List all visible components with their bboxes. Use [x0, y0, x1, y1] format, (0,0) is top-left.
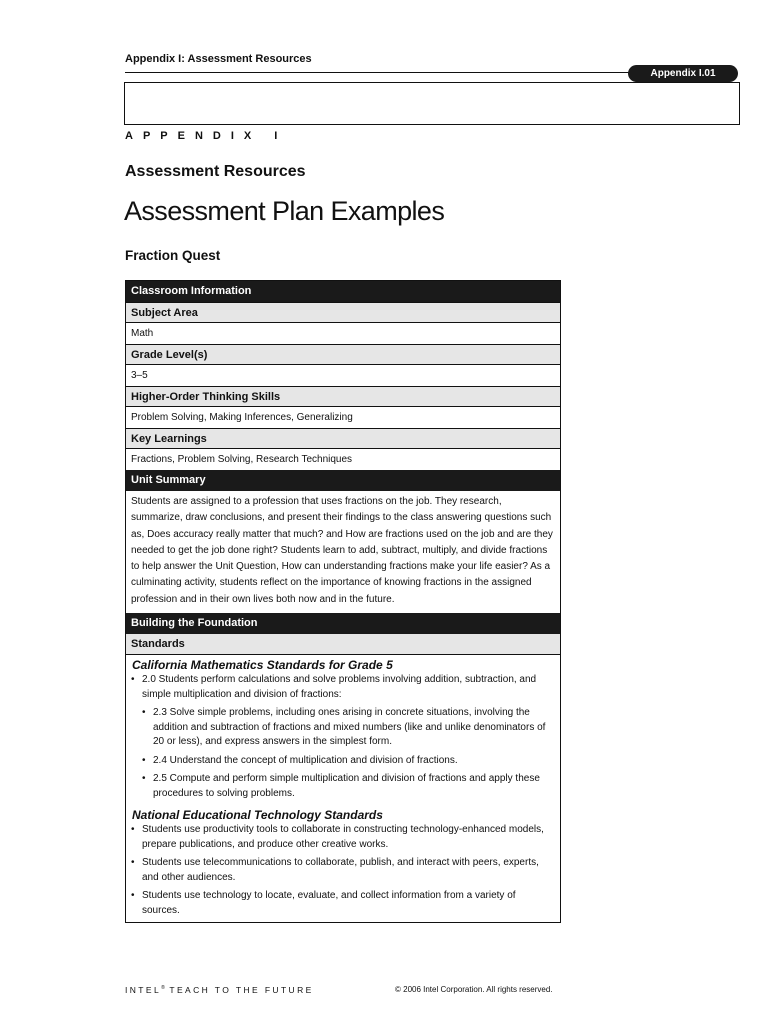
assessment-plan-table — [125, 280, 561, 923]
running-header: Appendix I: Assessment Resources — [125, 53, 312, 65]
project-title: Fraction Quest — [125, 248, 221, 263]
footer-copyright: © 2006 Intel Corporation. All rights reserved. — [395, 985, 553, 994]
list-item: • 2.3 Solve simple problems, including ones arising in concrete situations, involving the addition and subtraction of fractions and mixed numbers (like and unlike denominators of 20 or less), and express answers in the simplest form. — [126, 706, 554, 750]
ca-standards-list — [126, 673, 560, 702]
hots-label: Higher-Order Thinking Skills — [126, 386, 560, 407]
list-item: • Students use telecommunications to collaborate, publish, and interact with peers, experts, and other audiences. — [126, 856, 554, 885]
list-item: • 2.5 Compute and perform simple multiplication and division of fractions and apply these procedures to solving problems. — [126, 772, 554, 801]
grade-levels-label: Grade Level(s) — [126, 344, 560, 365]
footer-brand-tail: TEACH TO THE FUTURE — [164, 985, 314, 995]
list-item: • Students use productivity tools to collaborate in constructing technology-enhanced models, prepare publications, and produce other creative works. — [126, 823, 554, 852]
key-learnings-label: Key Learnings — [126, 428, 560, 449]
building-foundation-header: Building the Foundation — [126, 613, 560, 634]
ca-standards-heading: California Mathematics Standards for Grade 5 — [132, 658, 393, 673]
key-learnings-value: Fractions, Problem Solving, Research Techniques — [131, 454, 353, 465]
page-number-badge: Appendix I.01 — [628, 65, 738, 82]
hots-value: Problem Solving, Making Inferences, Generalizing — [131, 412, 353, 423]
section-title: Assessment Resources — [125, 163, 306, 180]
header-rule — [125, 72, 633, 73]
nets-heading: National Educational Technology Standards — [132, 808, 383, 823]
classroom-information-header: Classroom Information — [126, 281, 560, 302]
footer-brand — [125, 985, 314, 995]
grade-levels-value: 3–5 — [131, 370, 148, 381]
appendix-kicker: APPENDIX I — [125, 130, 288, 142]
list-item: • 2.0 Students perform calculations and solve problems involving addition, subtraction, and simple multiplication and division of fractions: — [126, 673, 554, 702]
list-item: • Students use technology to locate, evaluate, and collect information from a variety of sources. — [126, 889, 554, 918]
unit-summary-header: Unit Summary — [126, 470, 560, 491]
subject-area-value: Math — [131, 328, 154, 339]
ca-substandards-list — [126, 706, 560, 801]
nets-list — [126, 823, 560, 918]
registered-mark: ® — [161, 985, 165, 992]
subject-area-label: Subject Area — [126, 302, 560, 323]
standards-label: Standards — [126, 634, 560, 655]
list-item: • 2.4 Understand the concept of multiplication and division of fractions. — [126, 754, 554, 769]
header-box — [124, 82, 740, 125]
page-title: Assessment Plan Examples — [124, 196, 445, 226]
unit-summary-text: Students are assigned to a profession that uses fractions on the job. They research, summarize, draw conclusions, and present their findings to the class answering questions such as, Does accuracy really matter that much? and How are fractions used on the job and are they needed to get the job done right? Students learn to add, subtract, multiply, and divide fractions to help answer the Unit Question, How can understanding fractions make your life easier? As a culminating activity, students reflect on the importance of knowing fractions in the assigned profession and in their own lives both now and in the future. — [131, 496, 553, 605]
footer-brand-name: INTEL — [125, 985, 162, 995]
